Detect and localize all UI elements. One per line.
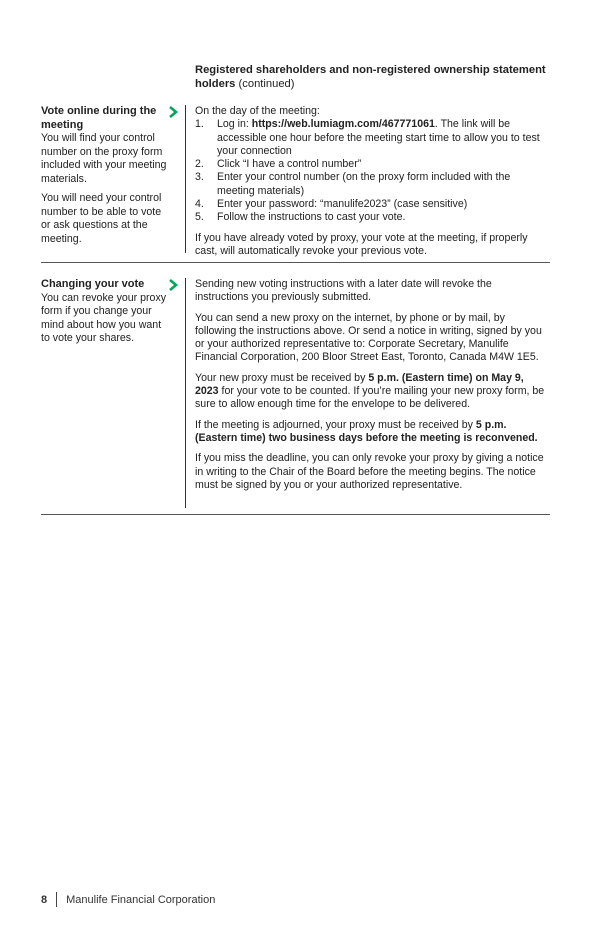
list-item xyxy=(195,211,547,224)
chevron-right-icon xyxy=(167,279,179,291)
text-span: If the meeting is adjourned, your proxy must be received by xyxy=(195,418,476,431)
adjourned-meeting-para xyxy=(195,419,547,446)
vote-online-section xyxy=(41,105,550,257)
vote-online-para1: You will find your control number on the proxy form included with your meeting materials. xyxy=(41,132,167,185)
step-text: Enter your password: “manulife2023” (case sensitive) xyxy=(217,198,468,211)
column-divider xyxy=(185,105,186,253)
meeting-login-link[interactable]: https://web.lumiagm.com/467771061 xyxy=(251,118,435,131)
step-text: Log in: xyxy=(217,118,252,131)
list-item xyxy=(195,198,547,211)
step-number: 3. xyxy=(195,171,204,184)
page-footer xyxy=(41,892,215,907)
list-item xyxy=(195,118,547,158)
changing-vote-para1: You can revoke your proxy form if you change your mind about how you want to vote your shares. xyxy=(41,291,167,344)
list-item xyxy=(195,158,547,171)
missed-deadline-para: If you miss the deadline, you can only revoke your proxy by giving a notice in writing to the Chair of the Board before the meeting begins. The notice must be signed by you or your authorized representative. xyxy=(195,452,544,491)
meeting-day-intro: On the day of the meeting: xyxy=(195,105,320,117)
step-number: 1. xyxy=(195,118,204,131)
step-number: 5. xyxy=(195,211,204,224)
section-header xyxy=(195,63,555,91)
company-name: Manulife Financial Corporation xyxy=(66,893,216,906)
vote-online-para2: You will need your control number to be able to vote or ask questions at the meeting. xyxy=(41,192,162,245)
deadline-bold: 5 p.m. (Eastern time) on May 9, 2023 xyxy=(195,371,524,398)
new-proxy-para: You can send a new proxy on the internet, by phone or by mail, by following the instructions above. Or send a notice in writing, signed by you or your authorized representative to: Corporate Secretary, Manulife Financial Corporation, 200 Bloor Street East, Toronto, Canada M4W 1E5. xyxy=(195,311,542,364)
new-instructions-para: Sending new voting instructions with a later date will revoke the instructions you previously submitted. xyxy=(195,278,492,304)
proxy-revoke-note: If you have already voted by proxy, your vote at the meeting, if properly cast, will automatically revoke your previous vote. xyxy=(195,231,528,257)
step-text-continued: . The link will be accessible one hour before the meeting start time to allow you to test your connection xyxy=(217,118,540,157)
section-divider xyxy=(41,262,550,263)
vote-online-content xyxy=(195,105,547,265)
section-divider xyxy=(41,514,550,515)
page-number: 8 xyxy=(41,893,48,906)
adjourned-deadline-bold: 5 p.m. (Eastern time) two business days before the meeting is reconvened. xyxy=(195,418,538,444)
changing-vote-content xyxy=(195,278,547,499)
step-number: 2. xyxy=(195,158,204,171)
login-steps-list xyxy=(195,118,547,224)
step-text: Click “I have a control number” xyxy=(217,158,362,171)
text-span: Your new proxy must be received by xyxy=(195,371,369,384)
chevron-right-icon xyxy=(167,106,179,118)
vote-online-sidebar xyxy=(41,105,169,252)
step-text: Enter your control number (on the proxy form included with the meeting materials) xyxy=(217,171,511,197)
text-span: for your vote to be counted. If you’re mailing your new proxy form, be sure to allow enough time for the envelope to be delivered. xyxy=(195,385,545,411)
changing-vote-sidebar xyxy=(41,278,169,352)
step-number: 4. xyxy=(195,198,204,211)
proxy-deadline-para xyxy=(195,372,547,412)
column-divider xyxy=(185,278,186,508)
continued-label: (continued) xyxy=(238,78,295,90)
list-item xyxy=(195,171,547,198)
changing-vote-title: Changing your vote xyxy=(41,278,145,290)
footer-separator xyxy=(56,892,57,907)
section-header-title: Registered shareholders and non-registered ownership statement holders xyxy=(195,64,546,90)
changing-vote-section xyxy=(41,278,550,508)
step-text: Follow the instructions to cast your vote. xyxy=(217,211,406,224)
vote-online-title: Vote online during the meeting xyxy=(41,105,157,131)
